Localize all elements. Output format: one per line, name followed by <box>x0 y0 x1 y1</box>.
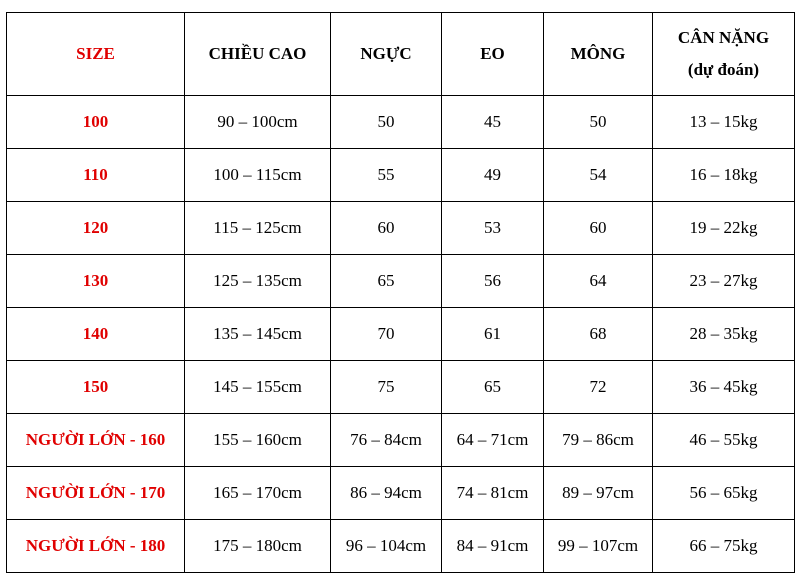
header-waist <box>442 13 544 96</box>
cell-weight: 36 – 45kg <box>653 361 795 414</box>
cell-height: 165 – 170cm <box>185 467 331 520</box>
header-height <box>185 13 331 96</box>
cell-weight: 16 – 18kg <box>653 149 795 202</box>
header-height-label: CHIỀU CAO <box>208 44 307 63</box>
cell-hip: 54 <box>544 149 653 202</box>
cell-waist: 45 <box>442 96 544 149</box>
cell-weight: 23 – 27kg <box>653 255 795 308</box>
cell-weight: 46 – 55kg <box>653 414 795 467</box>
table-row <box>7 149 795 202</box>
cell-chest: 65 <box>331 255 442 308</box>
cell-chest: 70 <box>331 308 442 361</box>
cell-height: 155 – 160cm <box>185 414 331 467</box>
cell-hip: 64 <box>544 255 653 308</box>
header-size-label: SIZE <box>76 44 115 63</box>
cell-height: 175 – 180cm <box>185 520 331 573</box>
cell-size: 150 <box>7 361 185 414</box>
cell-waist: 65 <box>442 361 544 414</box>
header-hip-label: MÔNG <box>570 44 626 63</box>
cell-size: 100 <box>7 96 185 149</box>
table-row <box>7 202 795 255</box>
table-row <box>7 361 795 414</box>
cell-size: 110 <box>7 149 185 202</box>
table-row <box>7 96 795 149</box>
table-row <box>7 308 795 361</box>
table-row <box>7 467 795 520</box>
header-chest <box>331 13 442 96</box>
cell-hip: 68 <box>544 308 653 361</box>
cell-height: 145 – 155cm <box>185 361 331 414</box>
cell-height: 100 – 115cm <box>185 149 331 202</box>
cell-height: 135 – 145cm <box>185 308 331 361</box>
cell-waist: 74 – 81cm <box>442 467 544 520</box>
cell-chest: 60 <box>331 202 442 255</box>
cell-hip: 89 – 97cm <box>544 467 653 520</box>
cell-weight: 66 – 75kg <box>653 520 795 573</box>
header-size <box>7 13 185 96</box>
cell-chest: 55 <box>331 149 442 202</box>
cell-size: NGƯỜI LỚN - 160 <box>7 414 185 467</box>
header-weight-note: (dự đoán) <box>687 60 760 79</box>
cell-size: NGƯỜI LỚN - 180 <box>7 520 185 573</box>
cell-hip: 60 <box>544 202 653 255</box>
cell-waist: 61 <box>442 308 544 361</box>
cell-weight: 13 – 15kg <box>653 96 795 149</box>
cell-weight: 19 – 22kg <box>653 202 795 255</box>
cell-chest: 50 <box>331 96 442 149</box>
size-chart-table <box>6 12 795 573</box>
cell-chest: 96 – 104cm <box>331 520 442 573</box>
cell-waist: 56 <box>442 255 544 308</box>
cell-size: 140 <box>7 308 185 361</box>
cell-hip: 79 – 86cm <box>544 414 653 467</box>
cell-waist: 53 <box>442 202 544 255</box>
table-row <box>7 255 795 308</box>
cell-size: NGƯỜI LỚN - 170 <box>7 467 185 520</box>
cell-hip: 72 <box>544 361 653 414</box>
cell-weight: 28 – 35kg <box>653 308 795 361</box>
cell-waist: 84 – 91cm <box>442 520 544 573</box>
table-row <box>7 520 795 573</box>
header-waist-label: EO <box>480 44 505 63</box>
cell-chest: 75 <box>331 361 442 414</box>
cell-weight: 56 – 65kg <box>653 467 795 520</box>
cell-height: 125 – 135cm <box>185 255 331 308</box>
size-rows <box>7 96 795 573</box>
header-weight <box>653 13 795 96</box>
table-row <box>7 414 795 467</box>
cell-hip: 50 <box>544 96 653 149</box>
header-chest-label: NGỰC <box>360 44 412 63</box>
cell-waist: 49 <box>442 149 544 202</box>
cell-chest: 76 – 84cm <box>331 414 442 467</box>
cell-height: 90 – 100cm <box>185 96 331 149</box>
header-weight-label: CÂN NẶNG <box>677 28 770 47</box>
cell-size: 120 <box>7 202 185 255</box>
header-hip <box>544 13 653 96</box>
cell-chest: 86 – 94cm <box>331 467 442 520</box>
cell-size: 130 <box>7 255 185 308</box>
cell-waist: 64 – 71cm <box>442 414 544 467</box>
header-row <box>7 13 795 96</box>
cell-hip: 99 – 107cm <box>544 520 653 573</box>
cell-height: 115 – 125cm <box>185 202 331 255</box>
